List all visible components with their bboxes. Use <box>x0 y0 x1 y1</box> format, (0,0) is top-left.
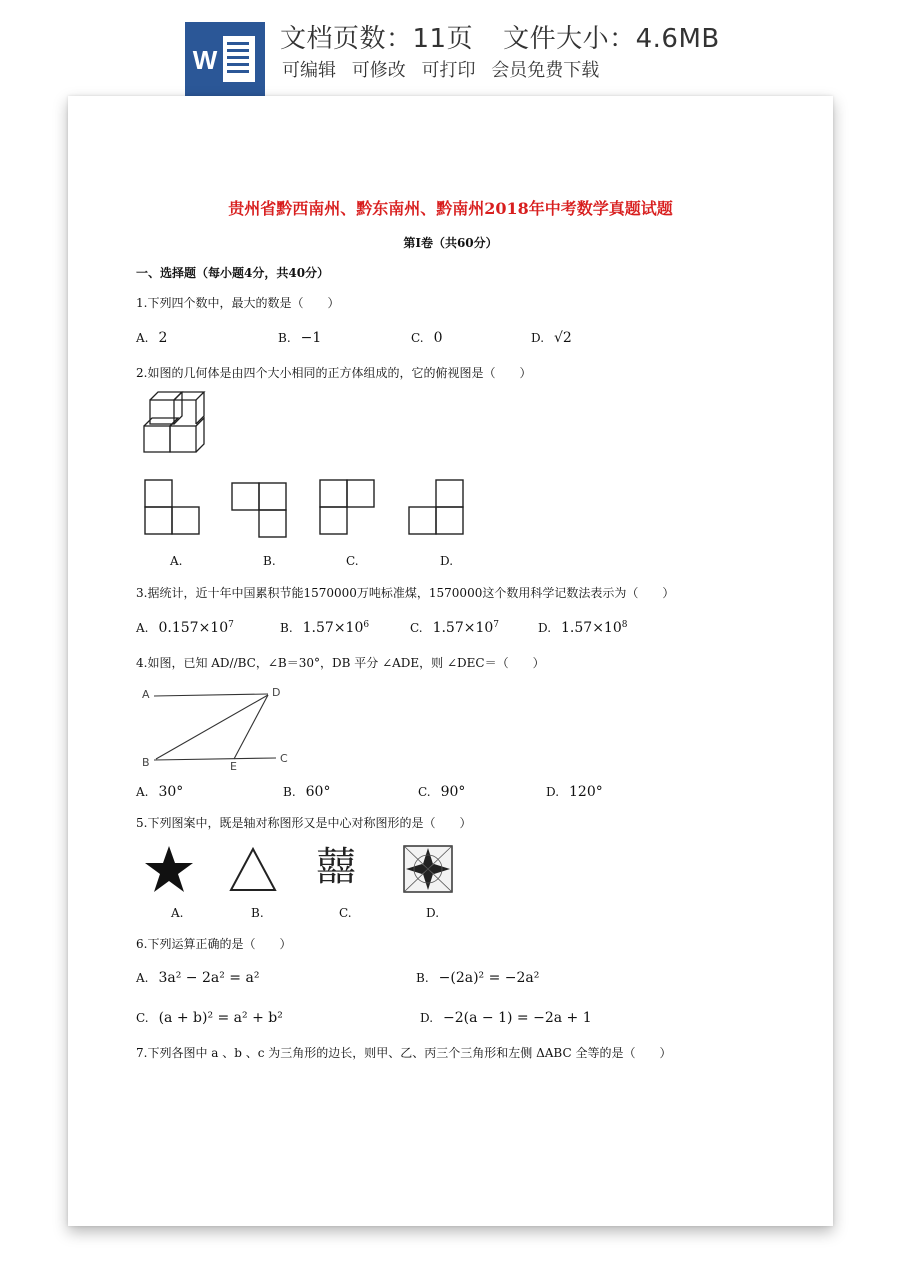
q5-label-c: C. <box>339 906 352 920</box>
question-7: 7.下列各图中 a 、b 、c 为三角形的边长，则甲、乙、丙三个三角形和左侧 ΔABC 全等的是（ ） <box>136 1046 672 1060</box>
question-1: 1.下列四个数中，最大的数是（ ） <box>136 296 340 310</box>
top-view-option-d <box>407 478 467 536</box>
q4-option-b: B. 60° <box>283 784 331 800</box>
q6-option-a: A. 3a² − 2a² = a² <box>136 970 260 986</box>
word-document-icon <box>185 22 265 96</box>
point-b-label: B <box>142 756 150 769</box>
q2-label-c: C. <box>346 554 359 568</box>
exam-title: 贵州省黔西南州、黔东南州、黔南州2018年中考数学真题试题 <box>228 199 673 218</box>
point-d-label: D <box>272 686 281 699</box>
q6-option-b: B. −(2a)² = −2a² <box>416 970 540 986</box>
feature-editable: 可编辑 <box>282 60 336 81</box>
part-heading: 第Ⅰ卷（共60分） <box>403 236 498 250</box>
feature-modifiable: 可修改 <box>351 60 406 81</box>
file-features <box>282 56 609 82</box>
q4-geometry-figure <box>138 684 298 773</box>
file-size: 文件大小：4.6MB <box>503 24 720 54</box>
q5-label-a: A. <box>171 906 184 920</box>
q3-option-b: B. $1.57\times 10^6$ <box>280 620 370 636</box>
q2-label-d: D. <box>440 554 454 568</box>
q2-label-b: B. <box>263 554 276 568</box>
top-view-option-b <box>230 481 290 539</box>
top-view-option-a <box>143 478 203 536</box>
q1-option-a: A. 2 <box>136 330 168 346</box>
point-e-label: E <box>230 760 237 773</box>
q4-option-c: C. 90° <box>418 784 466 800</box>
q1-option-b: B. −1 <box>278 330 322 346</box>
page-count: 文档页数：11页 <box>280 24 474 54</box>
feature-member-download: 会员免费下载 <box>491 60 600 81</box>
q4-option-d: D. 120° <box>546 784 603 800</box>
cube-solid-figure <box>140 386 220 464</box>
point-a-label: A <box>142 688 150 701</box>
q3-option-a: A. $0.157\times 10^7$ <box>136 620 234 636</box>
q3-option-c: C. $1.57\times 10^7$ <box>410 620 500 636</box>
triangle-figure <box>228 846 278 894</box>
top-view-option-c <box>318 478 378 536</box>
q3-option-d: D. $1.57\times 10^8$ <box>538 620 628 636</box>
q2-label-a: A. <box>170 554 183 568</box>
q6-option-c: C. (a + b)² = a² + b² <box>136 1010 283 1026</box>
q1-option-c: C. 0 <box>411 330 443 346</box>
q6-option-d: D. −2(a − 1) = −2a + 1 <box>420 1010 592 1026</box>
file-stats <box>280 18 720 55</box>
question-3: 3.据统计，近十年中国累积节能1570000万吨标准煤，1570000这个数用科学记数法表示为（ ） <box>136 586 675 600</box>
question-4: 4.如图，已知 AD//BC，∠B＝30°，DB 平分 ∠ADE，则 ∠DEC＝（ ） <box>136 656 545 670</box>
double-happiness-figure: 囍 <box>316 844 356 890</box>
file-info-header <box>0 0 900 96</box>
question-5: 5.下列图案中，既是轴对称图形又是中心对称图形的是（ ） <box>136 816 472 830</box>
q4-option-a: A. 30° <box>136 784 184 800</box>
q5-label-b: B. <box>251 906 264 920</box>
q1-option-d: D. √2 <box>531 330 572 346</box>
feature-printable: 可打印 <box>421 60 476 81</box>
pattern-square-figure <box>402 844 454 894</box>
question-6: 6.下列运算正确的是（ ） <box>136 937 292 951</box>
star-figure <box>142 844 196 896</box>
section-heading: 一、选择题（每小题4分，共40分） <box>136 266 330 280</box>
word-icon-letter: W <box>192 45 218 75</box>
q5-label-d: D. <box>426 906 440 920</box>
question-2: 2.如图的几何体是由四个大小相同的正方体组成的，它的俯视图是（ ） <box>136 366 532 380</box>
point-c-label: C <box>280 752 288 765</box>
document-page <box>68 96 833 1226</box>
